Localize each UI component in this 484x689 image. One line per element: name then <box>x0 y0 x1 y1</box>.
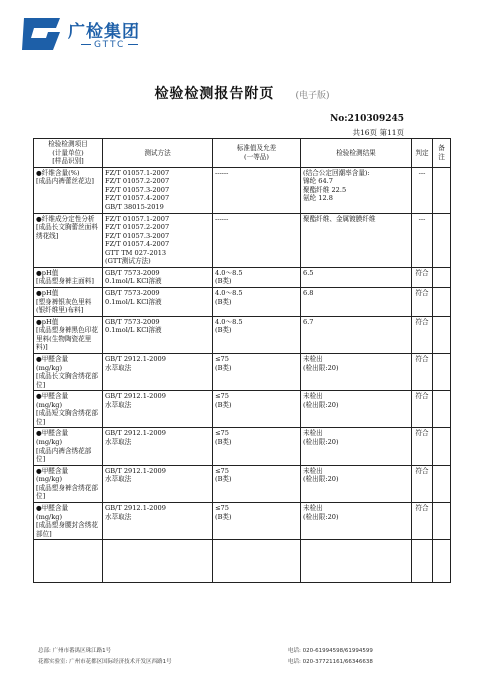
header-method: 测试方法 <box>103 139 213 168</box>
blank-cell <box>213 540 301 583</box>
cell-item: ●pH值 [塑身裤银灰色里料(银纤维里)布料] <box>34 288 103 317</box>
cell-method: GB/T 7573-2009 0.1mol/L KCl溶液 <box>103 267 213 287</box>
cell-item: ●纤维成分定性分析 [成品长文胸蕾丝面料绣花线] <box>34 213 103 267</box>
page-info: 共16页 第11页 <box>352 128 404 137</box>
cell-standard: ≤75 (B类) <box>213 502 301 539</box>
cell-result: 6.7 <box>301 316 412 353</box>
footer-lab-phone: 电话: 020-37721161/66346638 <box>288 659 373 665</box>
blank-cell <box>412 540 433 583</box>
cell-standard: 4.0～8.5 (B类) <box>213 288 301 317</box>
table-row <box>34 353 451 390</box>
cell-result: 6.5 <box>301 267 412 287</box>
cell-judge: 符合 <box>412 502 433 539</box>
cell-standard: ------ <box>213 167 301 213</box>
cell-item: ●纤维含量(%) [成品内裤蕾丝花边] <box>34 167 103 213</box>
cell-result: 聚酯纤维、金属镀膜纤维 <box>301 213 412 267</box>
cell-result: 6.8 <box>301 288 412 317</box>
cell-judge: 符合 <box>412 288 433 317</box>
table-row <box>34 391 451 428</box>
report-title-main: 检验检测报告附页 <box>154 86 275 102</box>
cell-remark <box>433 288 451 317</box>
cell-standard: ≤75 (B类) <box>213 465 301 502</box>
header-judge: 判定 <box>412 139 433 168</box>
cell-remark <box>433 391 451 428</box>
cell-method: FZ/T 01057.1-2007 FZ/T 01057.2-2007 FZ/T 01057.3-2007 FZ/T 01057.4-2007 GTT TM 027-2013 (GTT测试方法) <box>103 213 213 267</box>
cell-result: 未检出 (检出限:20) <box>301 391 412 428</box>
blank-cell <box>103 540 213 583</box>
cell-standard: ------ <box>213 213 301 267</box>
cell-method: GB/T 7573-2009 0.1mol/L KCl溶液 <box>103 288 213 317</box>
report-number: No:210309245 <box>330 114 404 124</box>
cell-remark <box>433 428 451 465</box>
cell-judge: 符合 <box>412 316 433 353</box>
cell-remark <box>433 167 451 213</box>
cell-standard: ≤75 (B类) <box>213 353 301 390</box>
cell-judge: 符合 <box>412 391 433 428</box>
table-row <box>34 465 451 502</box>
cell-standard: 4.0～8.5 (B类) <box>213 316 301 353</box>
cell-result: 未检出 (检出限:20) <box>301 465 412 502</box>
cell-method: GB/T 2912.1-2009 水萃取法 <box>103 502 213 539</box>
table-row <box>34 502 451 539</box>
cell-judge: --- <box>412 213 433 267</box>
table-blank-row <box>34 540 451 583</box>
cell-judge: 符合 <box>412 353 433 390</box>
header-result: 检验检测结果 <box>301 139 412 168</box>
cell-judge: --- <box>412 167 433 213</box>
gttc-logo-icon <box>20 14 64 54</box>
cell-remark <box>433 502 451 539</box>
table-header-row <box>34 139 451 168</box>
cell-item: ●甲醛含量 (mg/kg) [成品短文胸含绣花部位] <box>34 391 103 428</box>
table-row <box>34 316 451 353</box>
table-row <box>34 267 451 287</box>
cell-remark <box>433 316 451 353</box>
cell-result: 未检出 (检出限:20) <box>301 428 412 465</box>
blank-cell <box>301 540 412 583</box>
cell-method: GB/T 7573-2009 0.1mol/L KCl溶液 <box>103 316 213 353</box>
cell-method: GB/T 2912.1-2009 水萃取法 <box>103 353 213 390</box>
footer-hq-phone: 电话: 020-61994598/61994599 <box>288 648 373 654</box>
footer-hq-address: 总部: 广州市番禺区珠江路1号 <box>38 648 112 654</box>
cell-remark <box>433 353 451 390</box>
company-name-cn: 广检集团 <box>68 22 140 42</box>
cell-remark <box>433 267 451 287</box>
cell-judge: 符合 <box>412 267 433 287</box>
cell-remark <box>433 213 451 267</box>
cell-standard: 4.0～8.5 (B类) <box>213 267 301 287</box>
report-title-sub: (电子版) <box>295 91 330 101</box>
cell-judge: 符合 <box>412 428 433 465</box>
cell-item: ●甲醛含量 (mg/kg) [成品内裤含绣花部位] <box>34 428 103 465</box>
table-row <box>34 428 451 465</box>
header-item: 检验检测项目 (计量单位) [样品识别] <box>34 139 103 168</box>
company-name-en: GTTC <box>78 40 141 50</box>
cell-result: (结合公定回潮率含量): 锦纶 64.7 聚酯纤维 22.5 氨纶 12.8 <box>301 167 412 213</box>
header-remark: 备注 <box>433 139 451 168</box>
table-row <box>34 213 451 267</box>
cell-item: ●甲醛含量 (mg/kg) [成品长文胸含绣花部位] <box>34 353 103 390</box>
company-logo <box>20 14 180 58</box>
header-standard: 标准值及允差 (一等品) <box>213 139 301 168</box>
cell-judge: 符合 <box>412 465 433 502</box>
table-row <box>34 288 451 317</box>
cell-item: ●pH值 [成品塑身裤黑色印花里料(生物陶瓷花里料)] <box>34 316 103 353</box>
page-footer <box>38 646 458 668</box>
cell-method: GB/T 2912.1-2009 水萃取法 <box>103 391 213 428</box>
cell-item: ●甲醛含量 (mg/kg) [成品塑身裤含绣花部位] <box>34 465 103 502</box>
footer-lab-address: 花都实验室: 广州市花都区国际经济技术开发区西路1号 <box>38 659 172 665</box>
blank-cell <box>433 540 451 583</box>
result-table <box>33 138 451 583</box>
cell-remark <box>433 465 451 502</box>
cell-method: GB/T 2912.1-2009 水萃取法 <box>103 465 213 502</box>
cell-result: 未检出 (检出限:20) <box>301 502 412 539</box>
cell-method: FZ/T 01057.1-2007 FZ/T 01057.2-2007 FZ/T 01057.3-2007 FZ/T 01057.4-2007 GB/T 38015-2019 <box>103 167 213 213</box>
table-row <box>34 167 451 213</box>
cell-standard: ≤75 (B类) <box>213 428 301 465</box>
cell-standard: ≤75 (B类) <box>213 391 301 428</box>
blank-cell <box>34 540 103 583</box>
cell-result: 未检出 (检出限:20) <box>301 353 412 390</box>
cell-item: ●pH值 [成品塑身裤主面料] <box>34 267 103 287</box>
cell-item: ●甲醛含量 (mg/kg) [成品塑身腰封含绣花部位] <box>34 502 103 539</box>
report-title <box>0 83 484 103</box>
cell-method: GB/T 2912.1-2009 水萃取法 <box>103 428 213 465</box>
